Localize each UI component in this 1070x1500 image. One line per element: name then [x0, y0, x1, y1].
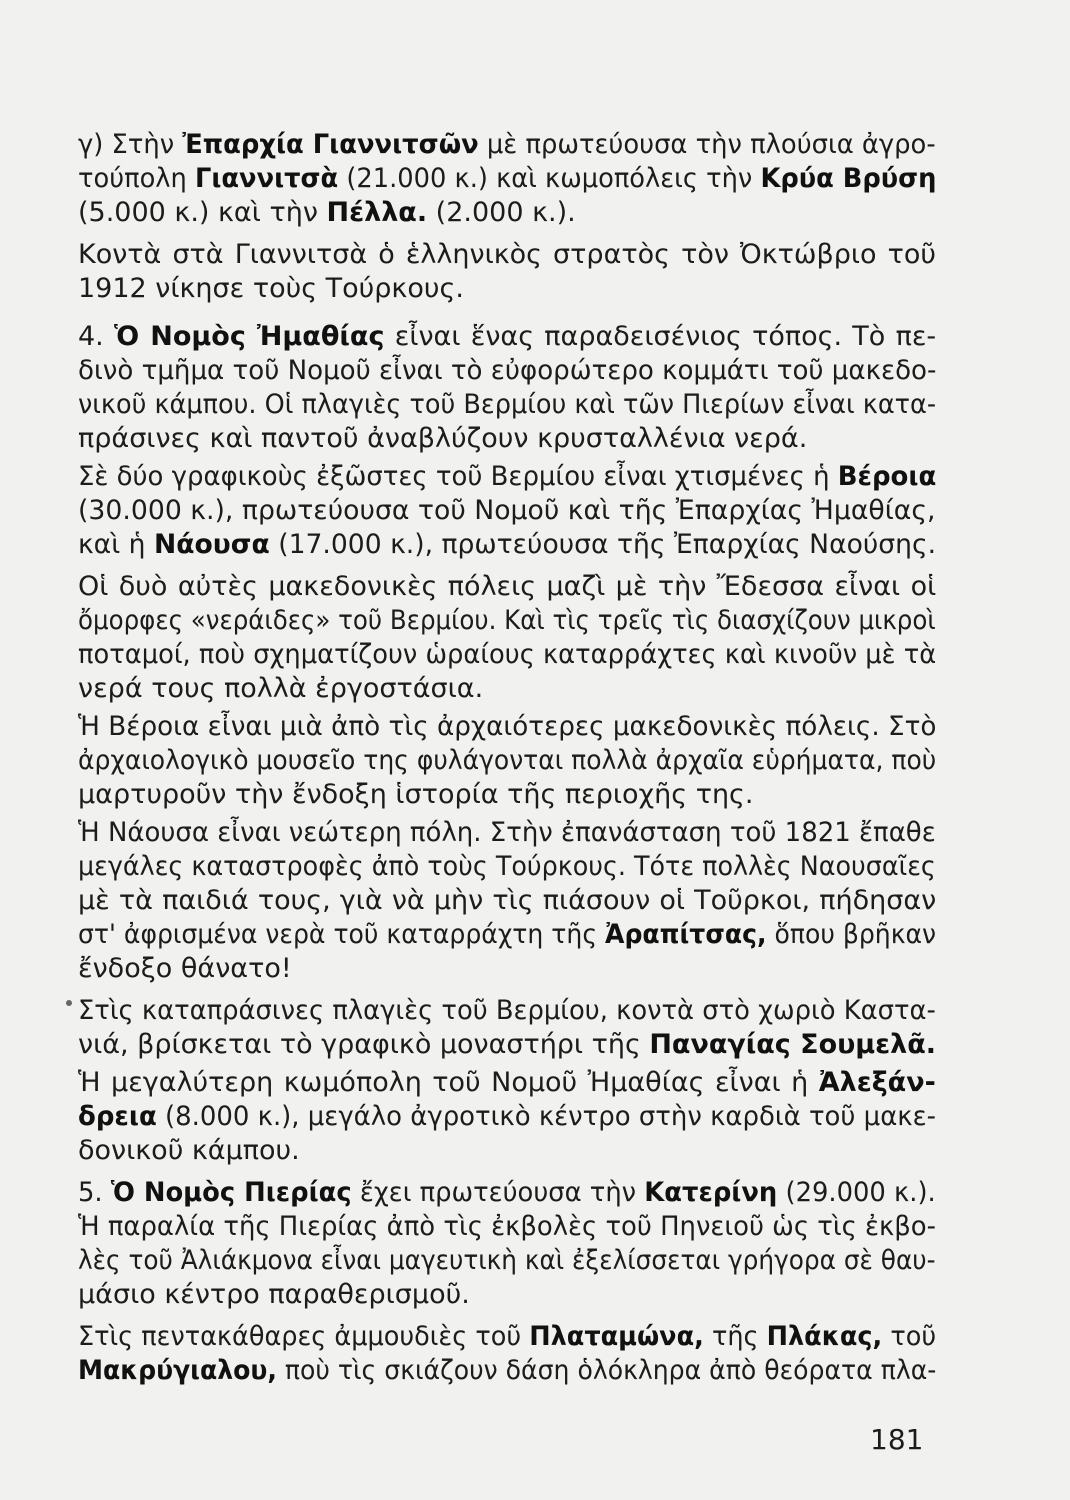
bold-text: Ἀλεξάν-: [818, 1067, 936, 1098]
text-run: μαρτυροῦν τὴν ἔνδοξη ἱστορία τῆς περιοχῆς της.: [78, 779, 754, 810]
text-run: νιά, βρίσκεται τὸ γραφικὸ μοναστήρι τῆς: [78, 1029, 650, 1060]
bold-text: Βέροια: [837, 461, 937, 492]
text-line: [78, 1066, 936, 1100]
text-line: [78, 884, 936, 918]
text-run: τῆς: [703, 1321, 767, 1352]
text-run: Ἡ Νάουσα εἶναι νεώτερη πόλη. Στὴν ἐπανάσταση τοῦ 1821 ἔπαθε: [78, 817, 936, 848]
text-run: λὲς τοῦ Ἀλιάκμονα εἶναι μαγευτικὴ καὶ ἐξελίσσεται γρήγορα σὲ θαυ-: [78, 1245, 936, 1276]
text-line: [78, 388, 936, 422]
text-line: [78, 162, 936, 196]
text-run: ὄμορφες «νεράιδες» τοῦ Βερμίου. Καὶ τὶς τρεῖς τὶς διασχίζουν μικροὶ: [78, 605, 936, 636]
text-run: μεγάλες καταστροφὲς ἀπὸ τοὺς Τούρκους. Τότε πολλὲς Ναουσαῖες: [78, 851, 936, 882]
text-run: ποταμοί, ποὺ σχηματίζουν ὡραίους καταρράχτες καὶ κινοῦν μὲ τὰ: [78, 639, 937, 670]
text-run: Σὲ δύο γραφικοὺς ἐξῶστες τοῦ Βερμίου εἶναι χτισμένες ἡ: [78, 461, 838, 492]
text-run: Ἡ παραλία τῆς Πιερίας ἀπὸ τὶς ἐκβολὲς τοῦ Πηνειοῦ ὡς τὶς ἐκβο-: [78, 1211, 936, 1242]
text-line: [78, 1176, 936, 1210]
text-line: [78, 422, 807, 456]
text-line: [78, 1210, 936, 1244]
bold-text: Παναγίας Σουμελᾶ.: [649, 1029, 936, 1060]
bold-text: Γιαννιτσὰ: [194, 163, 339, 194]
text-run: μάσιο κέντρο παραθερισμοῦ.: [78, 1279, 470, 1310]
text-run: γ) Στὴν: [78, 129, 183, 160]
text-line: [78, 710, 936, 744]
text-run: ὅπου βρῆκαν: [766, 919, 937, 950]
text-line: [78, 320, 936, 354]
text-line: [78, 1320, 936, 1354]
text-run: εἶναι ἕνας παραδεισένιος τόπος. Τὸ πε-: [384, 321, 937, 352]
bold-text: Ὁ Νομὸς Ἠμαθίας: [114, 321, 385, 352]
text-line: [78, 1100, 936, 1134]
text-run: Κοντὰ στὰ Γιαννιτσὰ ὁ ἑλληνικὸς στρατὸς τὸν Ὀκτώβριο τοῦ: [78, 239, 937, 270]
text-line: [78, 272, 464, 306]
text-run: Ἡ μεγαλύτερη κωμόπολη τοῦ Νομοῦ Ἠμαθίας εἶναι ἡ: [78, 1067, 819, 1098]
text-line: [78, 460, 936, 494]
text-line: [78, 604, 936, 638]
text-line: [78, 918, 936, 952]
bold-text: Κατερίνη: [644, 1177, 778, 1208]
text-line: [78, 128, 936, 162]
text-run: Στὶς καταπράσινες πλαγιὲς τοῦ Βερμίου, κοντὰ στὸ χωριὸ Καστα-: [78, 995, 936, 1026]
text-line: [78, 1354, 936, 1388]
text-run: 4.: [78, 321, 115, 352]
text-line: [78, 850, 936, 884]
text-run: Οἱ δυὸ αὐτὲς μακεδονικὲς πόλεις μαζὶ μὲ τὴν Ἔδεσσα εἶναι οἱ: [78, 571, 937, 602]
text-run: ποὺ τὶς σκιάζουν δάση ὁλόκληρα ἀπὸ θεόρατα πλα-: [276, 1355, 937, 1386]
text-line: [78, 994, 936, 1028]
bold-text: Πλάκας,: [766, 1321, 883, 1352]
text-run: δινὸ τμῆμα τοῦ Νομοῦ εἶναι τὸ εὐφορώτερο κομμάτι τοῦ μακεδο-: [78, 355, 937, 386]
text-run: (30.000 κ.), πρωτεύουσα τοῦ Νομοῦ καὶ τῆς Ἐπαρχίας Ἠμαθίας,: [78, 495, 936, 526]
text-line: [78, 816, 936, 850]
bold-text: Πλαταμώνα,: [529, 1321, 704, 1352]
text-line: [78, 1134, 300, 1168]
bold-text: Μακρύγιαλου,: [78, 1355, 277, 1386]
text-run: τούπολη: [78, 163, 195, 194]
text-run: (8.000 κ.), μεγάλο ἀγροτικὸ κέντρο στὴν καρδιὰ τοῦ μακε-: [156, 1101, 936, 1132]
text-run: Ἡ Βέροια εἶναι μιὰ ἀπὸ τὶς ἀρχαιότερες μακεδονικὲς πόλεις. Στὸ: [78, 711, 937, 742]
text-line: [78, 638, 936, 672]
text-run: δονικοῦ κάμπου.: [78, 1135, 300, 1166]
text-run: (21.000 κ.) καὶ κωμοπόλεις τὴν: [338, 163, 761, 194]
text-line: [78, 528, 936, 562]
text-run: μὲ πρωτεύουσα τὴν πλούσια ἀγρο-: [478, 129, 936, 160]
text-run: (2.000 κ.).: [427, 197, 576, 228]
text-run: νερά τους πολλὰ ἐργοστάσια.: [78, 673, 484, 704]
text-line: [78, 744, 936, 778]
text-line: [78, 952, 292, 986]
text-run: (29.000 κ.).: [777, 1177, 936, 1208]
text-line: [78, 1278, 470, 1312]
bold-text: Ἐπαρχία Γιαννιτσῶν: [182, 129, 479, 160]
text-line: [78, 570, 936, 604]
text-run: τοῦ: [882, 1321, 937, 1352]
text-run: 1912 νίκησε τοὺς Τούρκους.: [78, 273, 464, 304]
bold-text: Κρύα Βρύση: [760, 163, 937, 194]
text-run: 5.: [78, 1177, 111, 1208]
bold-text: Πέλλα.: [326, 197, 428, 228]
text-line: [78, 238, 936, 272]
text-run: νικοῦ κάμπου. Οἱ πλαγιὲς τοῦ Βερμίου καὶ τῶν Πιερίων εἶναι κατα-: [78, 389, 937, 420]
text-run: ἔνδοξο θάνατο!: [78, 953, 292, 984]
text-run: ἀρχαιολογικὸ μουσεῖο της φυλάγονται πολλὰ ἀρχαῖα εὑρήματα, ποὺ: [78, 745, 937, 776]
text-run: ἔχει πρωτεύουσα τὴν: [351, 1177, 645, 1208]
text-line: [78, 494, 936, 528]
text-run: (17.000 κ.), πρωτεύουσα τῆς Ἐπαρχίας Ναούσης.: [269, 529, 937, 560]
text-run: Στὶς πεντακάθαρες ἀμμουδιὲς τοῦ: [78, 1321, 530, 1352]
text-line: [78, 778, 754, 812]
text-run: στ' ἀφρισμένα νερὰ τοῦ καταρράχτη τῆς: [78, 919, 606, 950]
text-run: (5.000 κ.) καὶ τὴν: [78, 197, 327, 228]
text-line: [78, 354, 936, 388]
text-run: μὲ τὰ παιδιά τους, γιὰ νὰ μὴν τὶς πιάσουν οἱ Τοῦρκοι, πήδησαν: [78, 885, 937, 916]
bold-text: Ἀραπίτσας,: [605, 919, 767, 950]
bold-text: δρεια: [78, 1101, 157, 1132]
text-line: [78, 1244, 936, 1278]
page-number: 181: [870, 1423, 924, 1456]
text-run: καὶ ἡ: [78, 529, 154, 560]
text-line: [78, 1028, 936, 1062]
bullet-mark: [66, 1000, 72, 1006]
text-line: [78, 672, 483, 706]
text-line: [78, 196, 576, 230]
text-run: πράσινες καὶ παντοῦ ἀναβλύζουν κρυσταλλένια νερά.: [78, 423, 808, 454]
bold-text: Νάουσα: [153, 529, 270, 560]
bold-text: Ὁ Νομὸς Πιερίας: [110, 1177, 352, 1208]
